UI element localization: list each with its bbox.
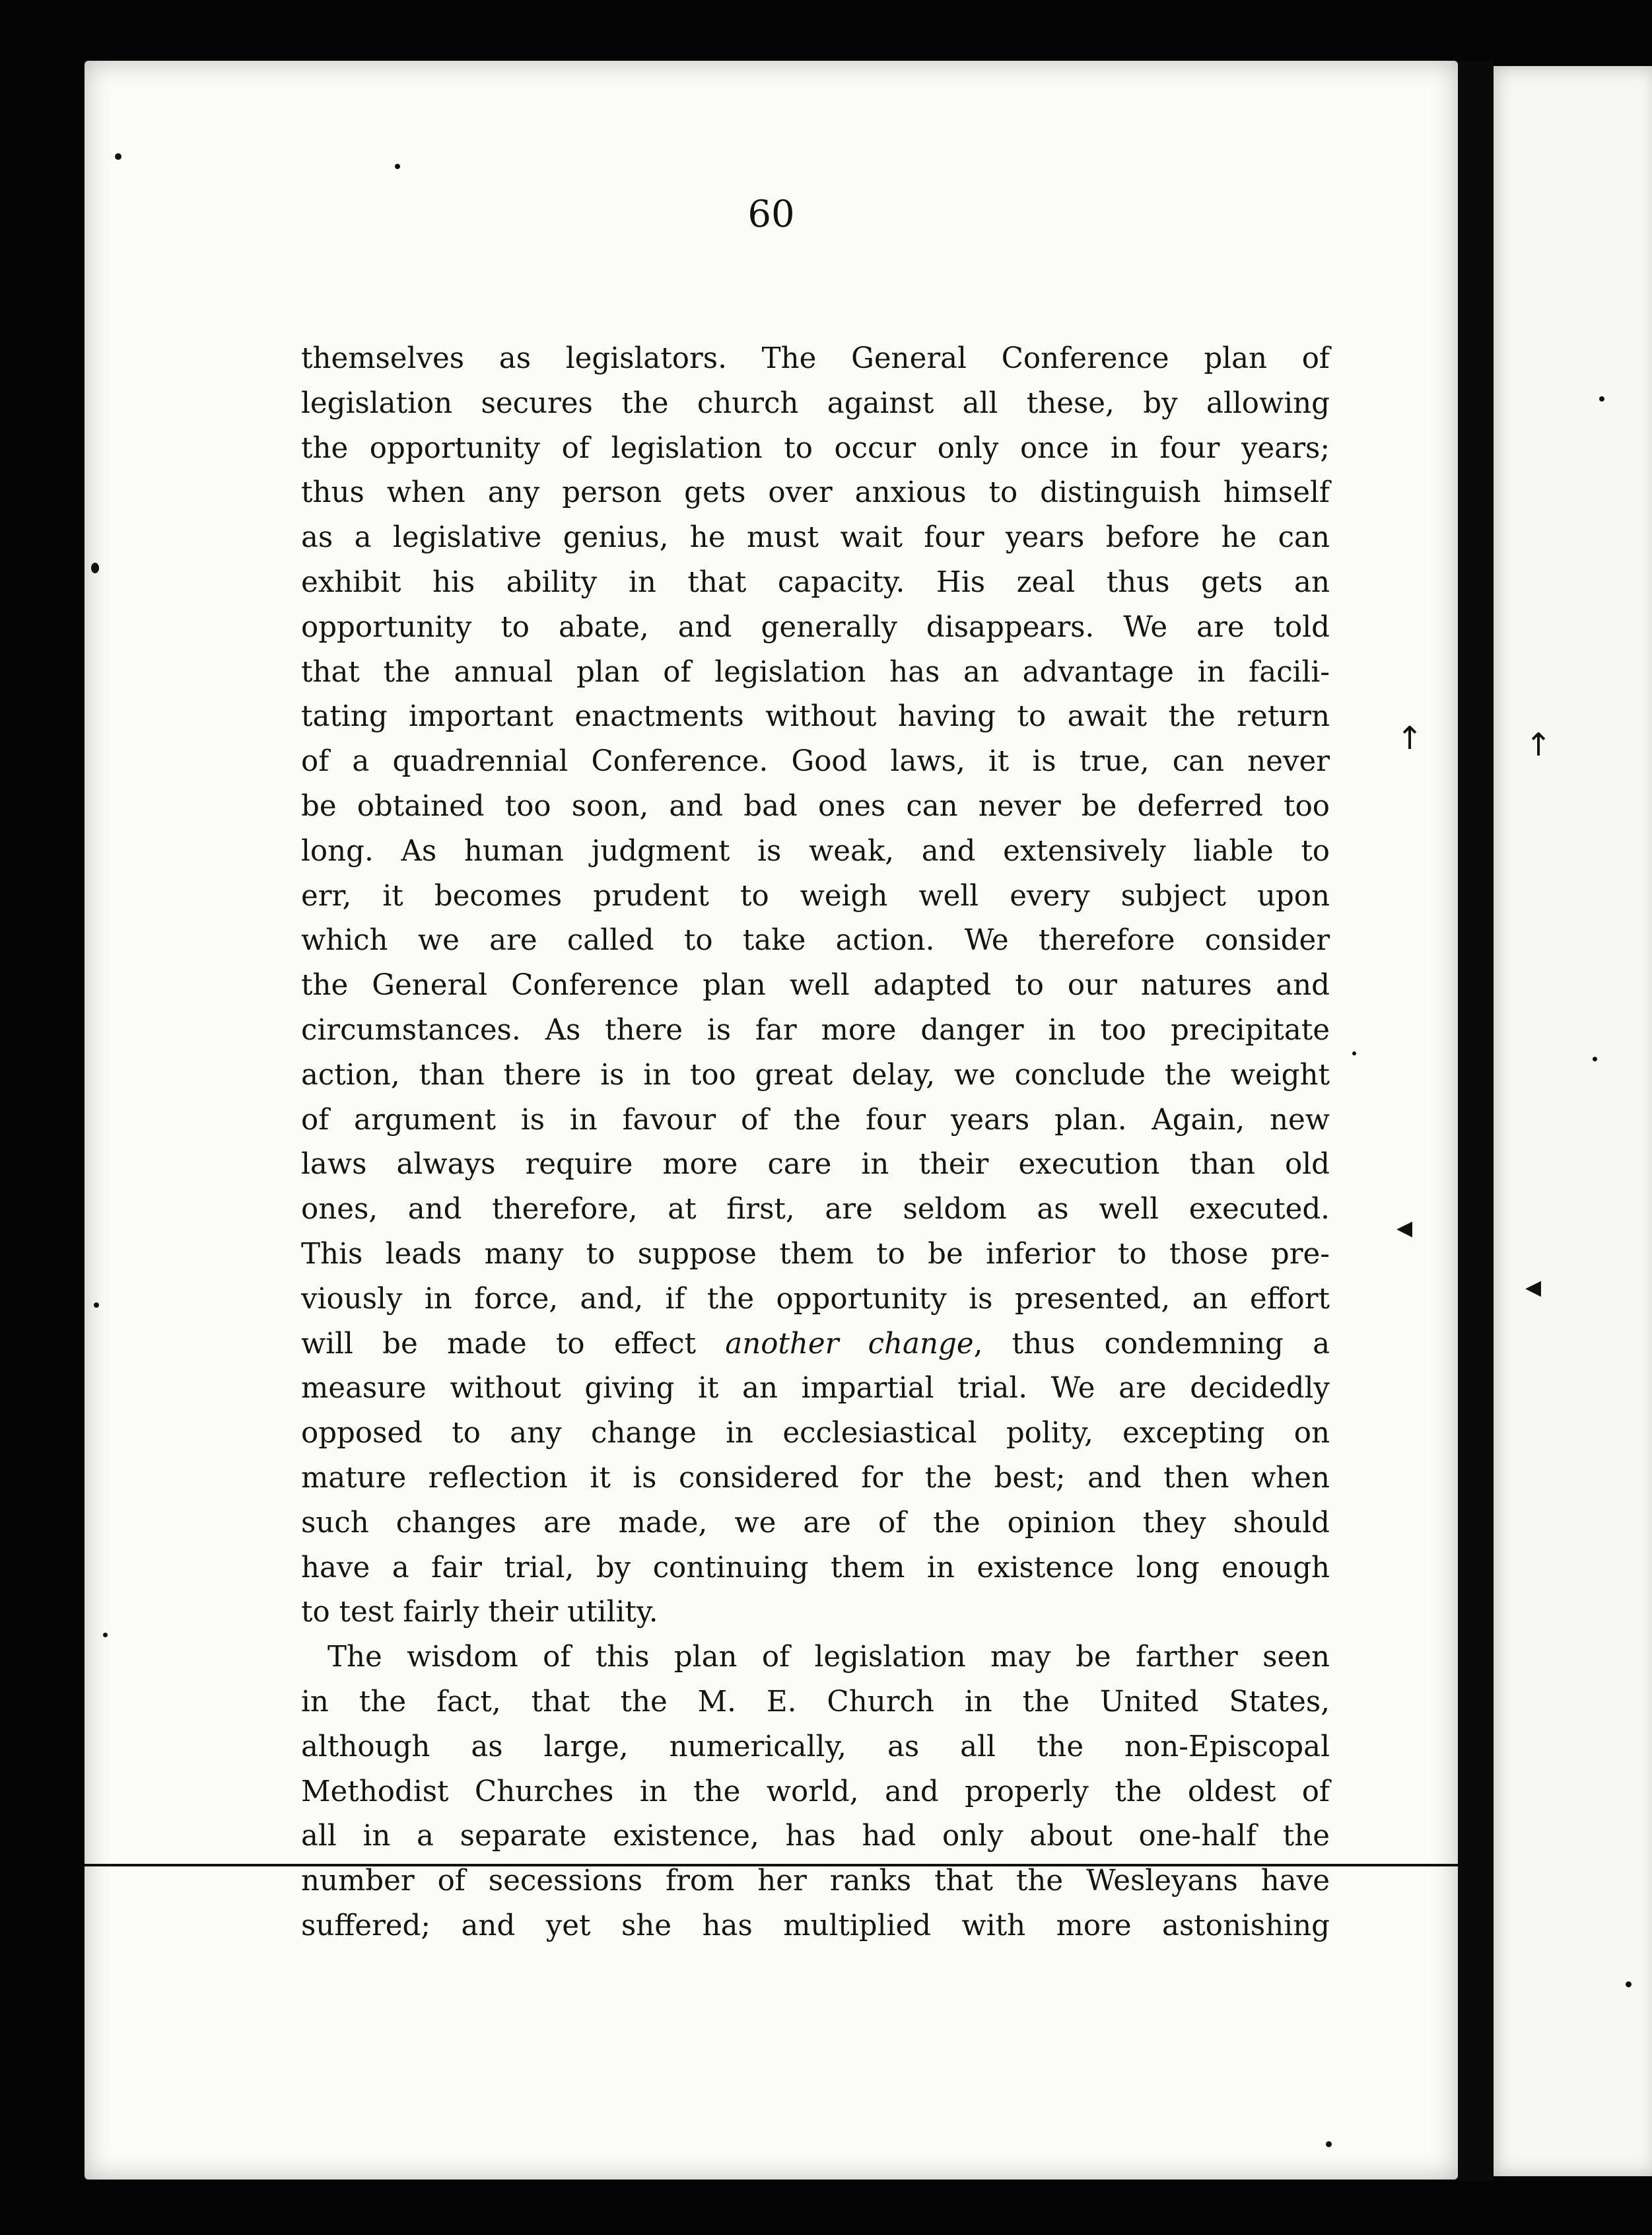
text-line: ones, and therefore, at first, are seldom as well executed. <box>301 1193 1330 1226</box>
book-page <box>85 61 1458 2180</box>
body-text <box>301 337 1330 1949</box>
scan-speck <box>1599 396 1604 402</box>
text-line: viously in force, and, if the opportunity is presented, an effort <box>301 1282 1330 1316</box>
text-line: measure without giving it an impartial trial. We are decidedly <box>301 1372 1330 1405</box>
text-line: opportunity to abate, and generally disappears. We are told <box>301 610 1330 644</box>
text-line: although as large, numerically, as all the non-Episcopal <box>301 1730 1330 1763</box>
scan-speck <box>1593 1057 1597 1061</box>
text-line: laws always require more care in their execution than old <box>301 1148 1330 1182</box>
scan-speck <box>1626 1981 1632 1987</box>
scan-speck <box>103 1633 108 1637</box>
italic-phrase: another change <box>725 1327 974 1361</box>
text-line: all in a separate existence, has had only about one-half the <box>301 1820 1330 1853</box>
scan-speck <box>395 164 400 169</box>
text-line: mature reflection it is considered for the best; and then when <box>301 1461 1330 1495</box>
page-gutter <box>1458 61 1494 2181</box>
arrow-mark-icon: ↑ <box>1396 720 1424 757</box>
text-line: tating important enactments without having to await the return <box>301 700 1330 734</box>
scan-speck <box>94 1302 99 1308</box>
text-line: legislation secures the church against all these, by allowing <box>301 386 1330 420</box>
scan-speck <box>1352 1051 1356 1055</box>
scan-speck <box>91 563 99 573</box>
scan-speck <box>1326 2141 1332 2147</box>
text-line: the opportunity of legislation to occur only once in four years; <box>301 431 1330 465</box>
text-line: be obtained too soon, and bad ones can never be deferred too <box>301 789 1330 823</box>
scan-speck <box>115 153 121 160</box>
text-line: number of secessions from her ranks that the Wesleyans have <box>301 1864 1330 1898</box>
text-line: This leads many to suppose them to be inferior to those pre- <box>301 1237 1330 1271</box>
text-line: The wisdom of this plan of legislation may be farther seen <box>327 1641 1330 1674</box>
text-segment: will be made to effect <box>301 1327 726 1361</box>
text-line: long. As human judgment is weak, and extensively liable to <box>301 834 1330 868</box>
text-line: opposed to any change in ecclesiastical polity, excepting on <box>301 1417 1330 1450</box>
arrow-mark-icon: ◂ <box>1525 1268 1542 1305</box>
text-line: action, than there is in too great delay, we conclude the weight <box>301 1058 1330 1092</box>
text-line-with-italic <box>301 1322 1330 1367</box>
paragraph-2 <box>301 1635 1330 1949</box>
text-line: such changes are made, we are of the opinion they should <box>301 1506 1330 1540</box>
text-line: in the fact, that the M. E. Church in the United States, <box>301 1685 1330 1719</box>
text-line: to test fairly their utility. <box>301 1596 658 1629</box>
adjacent-page-edge <box>1494 66 1652 2176</box>
text-line: suffered; and yet she has multiplied with more astonishing <box>301 1909 1330 1942</box>
arrow-mark-icon: ↑ <box>1525 727 1552 763</box>
text-line: err, it becomes prudent to weigh well every subject upon <box>301 879 1330 913</box>
text-line: Methodist Churches in the world, and properly the oldest of <box>301 1775 1330 1808</box>
page-number: 60 <box>747 193 795 236</box>
arrow-mark-icon: ◂ <box>1396 1209 1413 1246</box>
text-line: as a legislative genius, he must wait four years before he can <box>301 521 1330 555</box>
text-line: the General Conference plan well adapted to our natures and <box>301 969 1330 1003</box>
text-line: exhibit his ability in that capacity. His zeal thus gets an <box>301 565 1330 599</box>
text-line: circumstances. As there is far more danger in too precipitate <box>301 1013 1330 1047</box>
text-line: themselves as legislators. The General Conference plan of <box>301 342 1330 375</box>
paragraph-1 <box>301 337 1330 1635</box>
text-line: of a quadrennial Conference. Good laws, it is true, can never <box>301 745 1330 779</box>
text-line: of argument is in favour of the four years plan. Again, new <box>301 1103 1330 1137</box>
text-line: which we are called to take action. We therefore consider <box>301 924 1330 958</box>
text-segment: , thus condemning a <box>973 1327 1330 1361</box>
text-line: have a fair trial, by continuing them in existence long enough <box>301 1551 1330 1584</box>
text-line: thus when any person gets over anxious to distinguish himself <box>301 476 1330 510</box>
text-line: that the annual plan of legislation has an advantage in facili- <box>301 655 1330 689</box>
